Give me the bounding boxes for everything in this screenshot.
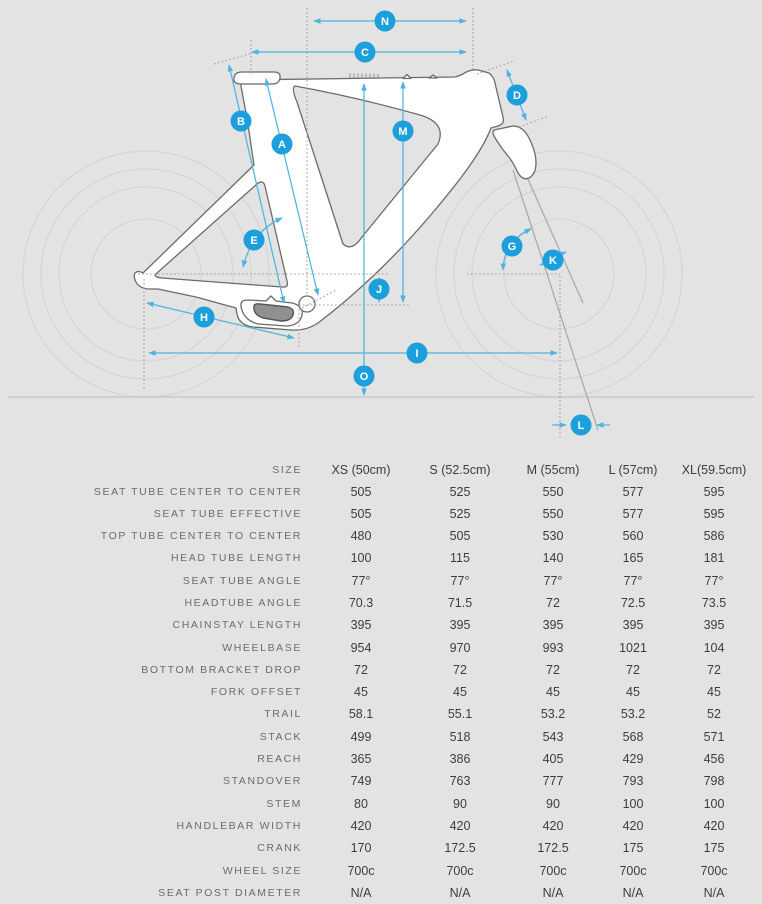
svg-text:J: J — [375, 284, 383, 296]
row-label: BOTTOM BRACKET DROP — [141, 663, 302, 676]
row-label: STANDOVER — [223, 775, 302, 788]
row-value: 970 — [449, 640, 471, 655]
row-value: 77° — [623, 573, 643, 588]
dim-label-K — [543, 250, 564, 271]
row-value: 595 — [703, 484, 725, 499]
svg-text:K: K — [549, 255, 557, 267]
row-value: 72.5 — [620, 595, 646, 610]
row-label: HEADTUBE ANGLE — [184, 596, 302, 609]
row-value: 77° — [704, 573, 724, 588]
table-row — [0, 480, 762, 502]
column-header-m: M (55cm) — [526, 463, 580, 478]
row-label: WHEELBASE — [222, 641, 302, 654]
row-label: CHAINSTAY LENGTH — [172, 619, 302, 632]
row-value: 420 — [542, 818, 564, 833]
row-label: HANDLEBAR WIDTH — [176, 819, 302, 832]
row-value: 993 — [542, 640, 564, 655]
table-header-row — [0, 460, 762, 480]
row-value: 577 — [622, 506, 644, 521]
row-value: N/A — [449, 885, 471, 900]
bottom-bracket — [299, 296, 315, 312]
row-value: 429 — [622, 752, 644, 767]
row-value: 525 — [449, 506, 471, 521]
dim-label-H — [194, 307, 215, 328]
table-row — [0, 703, 762, 725]
row-value: N/A — [350, 885, 372, 900]
row-value: 518 — [449, 729, 471, 744]
dim-label-N — [375, 11, 396, 32]
row-value: 700c — [539, 863, 567, 878]
row-value: 571 — [703, 729, 725, 744]
row-label: SEAT TUBE ANGLE — [182, 574, 302, 587]
row-value: 499 — [350, 729, 372, 744]
dim-label-C — [355, 42, 376, 63]
row-value: 55.1 — [447, 707, 473, 722]
row-value: 72 — [707, 662, 721, 677]
table-row — [0, 882, 762, 904]
svg-text:A: A — [278, 139, 286, 151]
table-row — [0, 525, 762, 547]
row-value: 395 — [622, 618, 644, 633]
dim-label-D — [507, 85, 528, 106]
row-value: 954 — [350, 640, 372, 655]
row-value: 45 — [707, 685, 721, 700]
row-value: 175 — [622, 841, 644, 856]
row-value: 73.5 — [701, 595, 727, 610]
row-value: 700c — [619, 863, 647, 878]
row-value: 58.1 — [348, 707, 374, 722]
dim-label-A — [272, 134, 293, 155]
svg-text:M: M — [398, 126, 408, 138]
row-value: 72 — [354, 662, 368, 677]
row-value: 77° — [351, 573, 371, 588]
row-value: N/A — [622, 885, 644, 900]
row-value: 525 — [449, 484, 471, 499]
row-value: 72 — [546, 595, 560, 610]
svg-text:C: C — [361, 47, 369, 59]
row-value: 420 — [449, 818, 471, 833]
row-label: STEM — [266, 797, 302, 810]
table-row — [0, 859, 762, 881]
top-tube-ticks — [350, 74, 378, 79]
row-value: 100 — [703, 796, 725, 811]
row-value: 70.3 — [348, 595, 374, 610]
row-value: 420 — [703, 818, 725, 833]
row-value: 140 — [542, 551, 564, 566]
table-row — [0, 726, 762, 748]
row-value: 100 — [622, 796, 644, 811]
row-value: 90 — [453, 796, 467, 811]
dim-label-J — [369, 279, 390, 300]
row-value: 72 — [546, 662, 560, 677]
row-label: FORK OFFSET — [210, 686, 302, 699]
row-value: 798 — [703, 774, 725, 789]
row-value: 763 — [449, 774, 471, 789]
row-value: 550 — [542, 506, 564, 521]
svg-text:I: I — [415, 348, 419, 360]
row-value: 172.5 — [444, 841, 476, 856]
dim-label-O — [354, 366, 375, 387]
dim-label-I — [407, 343, 428, 364]
table-row — [0, 748, 762, 770]
row-value: 480 — [350, 529, 372, 544]
row-value: 72 — [453, 662, 467, 677]
row-value: 181 — [703, 551, 725, 566]
row-value: 45 — [453, 685, 467, 700]
row-value: 170 — [350, 841, 372, 856]
svg-text:G: G — [507, 241, 517, 253]
row-value: 100 — [350, 551, 372, 566]
row-label: CRANK — [257, 842, 302, 855]
row-label: SEAT TUBE CENTER TO CENTER — [93, 485, 302, 498]
geometry-rows — [0, 480, 762, 904]
table-row — [0, 570, 762, 592]
row-value: 365 — [350, 752, 372, 767]
row-value: 53.2 — [540, 707, 566, 722]
row-value: 505 — [350, 506, 372, 521]
table-row — [0, 547, 762, 569]
table-row — [0, 636, 762, 658]
row-value: 386 — [449, 752, 471, 767]
row-label: REACH — [257, 753, 302, 766]
row-value: 172.5 — [537, 841, 569, 856]
table-row — [0, 837, 762, 859]
dim-label-L — [571, 415, 592, 436]
row-value: 405 — [542, 752, 564, 767]
svg-text:D: D — [513, 90, 521, 102]
table-row — [0, 592, 762, 614]
row-value: 700c — [700, 863, 728, 878]
row-value: 165 — [622, 551, 644, 566]
dim-label-B — [231, 111, 252, 132]
row-value: 505 — [350, 484, 372, 499]
column-header-xs: XS (50cm) — [331, 463, 391, 478]
svg-text:L: L — [577, 420, 585, 432]
row-value: 749 — [350, 774, 372, 789]
row-value: 395 — [449, 618, 471, 633]
row-label: STACK — [259, 730, 302, 743]
row-value: 395 — [542, 618, 564, 633]
row-value: 777 — [542, 774, 564, 789]
svg-text:B: B — [237, 116, 245, 128]
row-label: SEAT POST DIAMETER — [158, 886, 302, 899]
row-value: 568 — [622, 729, 644, 744]
row-label: SEAT TUBE EFFECTIVE — [153, 507, 302, 520]
row-value: 1021 — [619, 640, 647, 655]
row-value: 90 — [546, 796, 560, 811]
row-value: 175 — [703, 841, 725, 856]
dim-label-M — [393, 121, 414, 142]
row-value: 53.2 — [620, 707, 646, 722]
row-value: 45 — [354, 685, 368, 700]
row-value: 793 — [622, 774, 644, 789]
table-row — [0, 503, 762, 525]
dim-label-E — [244, 230, 265, 251]
row-value: 586 — [703, 529, 725, 544]
row-label: WHEEL SIZE — [222, 864, 302, 877]
table-row — [0, 770, 762, 792]
dim-label-G — [502, 236, 523, 257]
table-row — [0, 793, 762, 815]
row-label: HEAD TUBE LENGTH — [170, 552, 302, 565]
row-value: 45 — [626, 685, 640, 700]
row-value: 420 — [622, 818, 644, 833]
row-label: TRAIL — [264, 708, 302, 721]
row-value: 80 — [354, 796, 368, 811]
row-value: 577 — [622, 484, 644, 499]
row-value: 560 — [622, 529, 644, 544]
geometry-table — [0, 458, 762, 904]
row-value: 456 — [703, 752, 725, 767]
svg-text:O: O — [359, 371, 369, 383]
row-value: N/A — [703, 885, 725, 900]
row-value: 550 — [542, 484, 564, 499]
row-value: 530 — [542, 529, 564, 544]
table-row — [0, 659, 762, 681]
row-value: 115 — [450, 551, 470, 566]
row-value: 71.5 — [447, 595, 473, 610]
fork-crown — [493, 126, 536, 179]
size-header-label: SIZE — [272, 464, 302, 477]
row-value: 52 — [707, 707, 721, 722]
row-value: 72 — [626, 662, 640, 677]
row-value: 77° — [450, 573, 470, 588]
frame-silhouette — [134, 70, 503, 330]
row-value: 543 — [542, 729, 564, 744]
column-header-l: L (57cm) — [608, 463, 658, 478]
column-header-xl: XL(59.5cm) — [681, 463, 747, 478]
row-value: 395 — [703, 618, 725, 633]
steering-axis-lines — [513, 168, 598, 430]
row-value: N/A — [542, 885, 564, 900]
row-value: 700c — [446, 863, 474, 878]
row-value: 595 — [703, 506, 725, 521]
row-value: 104 — [703, 640, 725, 655]
svg-text:E: E — [250, 235, 258, 247]
svg-text:N: N — [381, 16, 389, 28]
table-row — [0, 815, 762, 837]
row-label: TOP TUBE CENTER TO CENTER — [100, 530, 302, 543]
row-value: 505 — [449, 529, 471, 544]
row-value: 420 — [350, 818, 372, 833]
seat-clamp — [234, 72, 280, 84]
row-value: 395 — [350, 618, 372, 633]
row-value: 77° — [543, 573, 563, 588]
table-row — [0, 614, 762, 636]
svg-text:H: H — [200, 312, 208, 324]
table-row — [0, 681, 762, 703]
column-header-s: S (52.5cm) — [429, 463, 491, 478]
row-value: 45 — [546, 685, 560, 700]
row-value: 700c — [347, 863, 375, 878]
